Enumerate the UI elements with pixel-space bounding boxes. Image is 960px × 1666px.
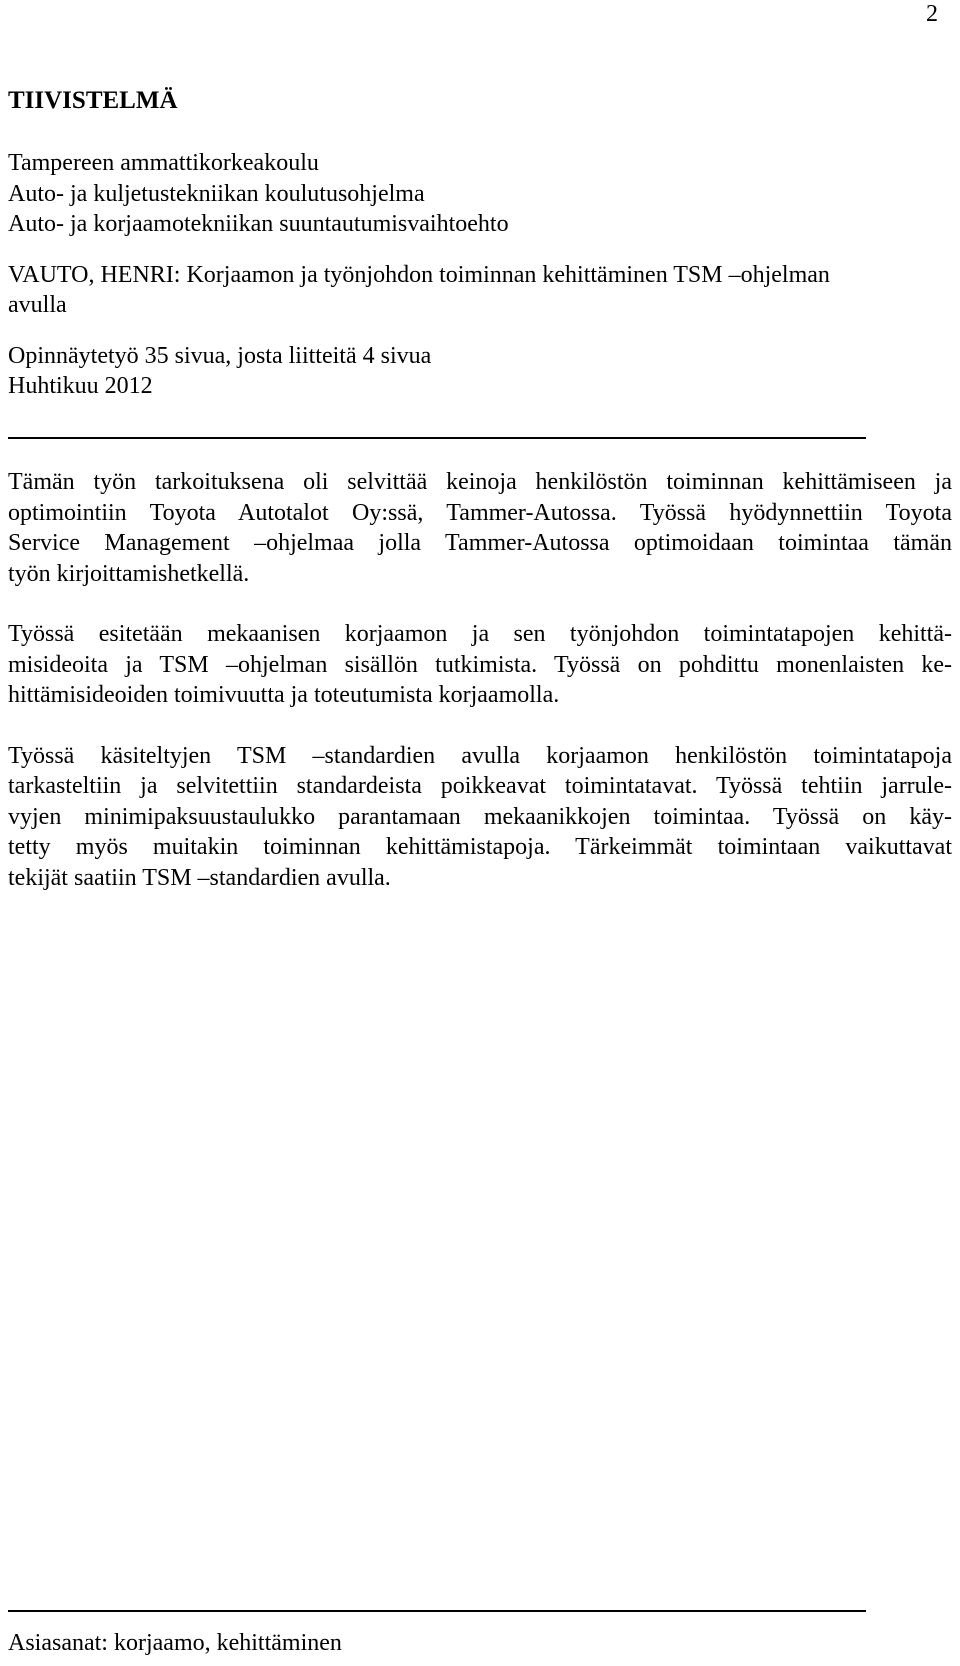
spacer bbox=[8, 240, 952, 260]
spacer bbox=[8, 321, 952, 341]
abstract-line: tarkasteltiin ja selvitettiin standardeista poikkeavat toimintatavat. Työssä tehtiin jarrule- bbox=[8, 773, 952, 799]
keywords: Asiasanat: korjaamo, kehittäminen bbox=[8, 1630, 342, 1656]
abstract-line: Tämän työn tarkoituksena oli selvittää keinoja henkilöstön toiminnan kehittämiseen ja bbox=[8, 469, 952, 495]
thesis-title-line-2: avulla bbox=[8, 292, 67, 318]
abstract-paragraph-2 bbox=[8, 619, 952, 711]
abstract-line: hittämisideoiden toimivuutta ja toteutumista korjaamolla. bbox=[8, 682, 560, 708]
abstract-paragraph-3 bbox=[8, 741, 952, 894]
abstract-line: misideoita ja TSM –ohjelman sisällön tutkimista. Työssä on pohdittu monenlaisten ke- bbox=[8, 651, 952, 678]
page-number: 2 bbox=[926, 1, 938, 27]
specialization: Auto- ja korjaamotekniikan suuntautumisvaihtoehto bbox=[8, 211, 509, 237]
abstract-paragraph-1 bbox=[8, 467, 952, 589]
abstract-line: tetty myös muitakin toiminnan kehittämistapoja. Tärkeimmät toimintaan vaikuttavat bbox=[8, 834, 952, 860]
page-title: TIIVISTELMÄ bbox=[8, 87, 178, 114]
abstract-line: vyjen minimipaksuustaulukko parantamaan mekaanikkojen toimintaa. Työssä on käy- bbox=[8, 803, 952, 830]
abstract-line: optimointiin Toyota Autotalot Oy:ssä, Tammer-Autossa. Työssä hyödynnettiin Toyota bbox=[8, 499, 952, 526]
publication-date: Huhtikuu 2012 bbox=[8, 373, 153, 399]
school-name: Tampereen ammattikorkeakoulu bbox=[8, 150, 319, 176]
divider-top bbox=[8, 437, 866, 439]
degree-program: Auto- ja kuljetustekniikan koulutusohjelma bbox=[8, 180, 425, 207]
abstract-line: Työssä käsiteltyjen TSM –standardien avulla korjaamon henkilöstön toimintatapoja bbox=[8, 742, 952, 769]
abstract-line: Service Management –ohjelmaa jolla Tammer-Autossa optimoidaan toimintaa tämän bbox=[8, 530, 952, 556]
divider-bottom bbox=[8, 1610, 866, 1612]
page-count-info: Opinnäytetyö 35 sivua, josta liitteitä 4 sivua bbox=[8, 342, 432, 369]
abstract-line: Työssä esitetään mekaanisen korjaamon ja sen työnjohdon toimintatapojen kehittä- bbox=[8, 621, 952, 647]
abstract-line: työn kirjoittamishetkellä. bbox=[8, 560, 250, 587]
thesis-info bbox=[8, 148, 952, 402]
abstract-line: tekijät saatiin TSM –standardien avulla. bbox=[8, 864, 391, 891]
thesis-title-line-1: VAUTO, HENRI: Korjaamon ja työnjohdon toiminnan kehittäminen TSM –ohjelman bbox=[8, 261, 830, 288]
abstract-body bbox=[8, 467, 952, 923]
